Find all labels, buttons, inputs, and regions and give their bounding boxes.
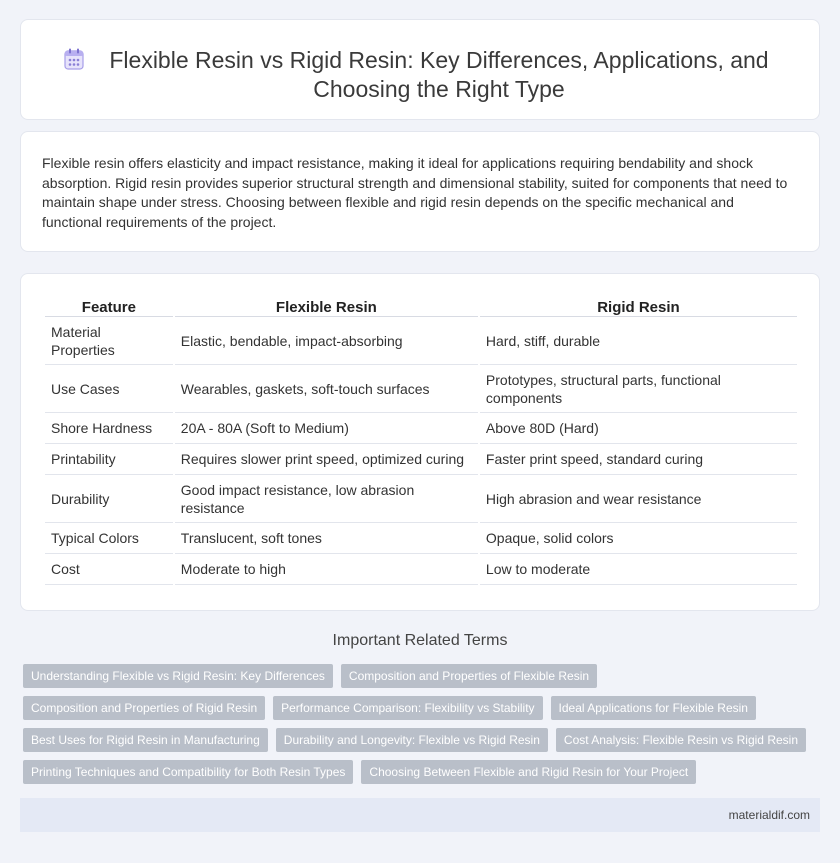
comparison-table-card (20, 273, 820, 611)
related-term-tag[interactable]: Best Uses for Rigid Resin in Manufacturing (23, 728, 268, 752)
table-row (45, 444, 797, 475)
related-terms-title: Important Related Terms (332, 632, 508, 649)
feature-cell: Durability (45, 475, 173, 523)
related-term-tag[interactable]: Cost Analysis: Flexible Resin vs Rigid Resin (556, 728, 806, 752)
related-terms-list (23, 664, 803, 792)
table-row (45, 317, 797, 365)
table-row (45, 365, 797, 413)
flexible-cell: Requires slower print speed, optimized curing (175, 444, 478, 475)
feature-cell: Use Cases (45, 365, 173, 413)
rigid-cell: Low to moderate (480, 554, 797, 585)
feature-cell: Material Properties (45, 317, 173, 365)
table-header-row (45, 296, 797, 317)
comparison-table (43, 296, 799, 585)
footer-site-link[interactable]: materialdif.com (728, 808, 810, 822)
related-term-tag[interactable]: Composition and Properties of Flexible Resin (341, 664, 597, 688)
table-row (45, 523, 797, 554)
intro-card (20, 131, 820, 252)
feature-cell: Printability (45, 444, 173, 475)
flexible-cell: Translucent, soft tones (175, 523, 478, 554)
title-card (20, 19, 820, 120)
page-title: Flexible Resin vs Rigid Resin: Key Differences, Applications, and Choosing the Right Type (109, 47, 769, 102)
table-row (45, 554, 797, 585)
rigid-cell: Above 80D (Hard) (480, 413, 797, 444)
header-feature: Feature (45, 296, 173, 317)
rigid-cell: Faster print speed, standard curing (480, 444, 797, 475)
related-term-tag[interactable]: Performance Comparison: Flexibility vs Stability (273, 696, 542, 720)
flexible-cell: Good impact resistance, low abrasion resistance (175, 475, 478, 523)
flexible-cell: Moderate to high (175, 554, 478, 585)
rigid-cell: Prototypes, structural parts, functional components (480, 365, 797, 413)
footer-bar (20, 798, 820, 832)
related-term-tag[interactable]: Choosing Between Flexible and Rigid Resin for Your Project (361, 760, 696, 784)
intro-paragraph: Flexible resin offers elasticity and impact resistance, making it ideal for applications requiring bendability and shock absorption. Rigid resin provides superior structural strength and dimensional stability, suited for components that need to maintain shape under stress. Choosing between flexible and rigid resin depends on the specific mechanical and functional requirements of the project. (42, 155, 788, 230)
feature-cell: Shore Hardness (45, 413, 173, 444)
flexible-cell: Elastic, bendable, impact-absorbing (175, 317, 478, 365)
feature-cell: Cost (45, 554, 173, 585)
rigid-cell: Opaque, solid colors (480, 523, 797, 554)
header-flexible-resin: Flexible Resin (175, 296, 478, 317)
related-term-tag[interactable]: Composition and Properties of Rigid Resin (23, 696, 265, 720)
related-term-tag[interactable]: Ideal Applications for Flexible Resin (551, 696, 756, 720)
related-term-tag[interactable]: Durability and Longevity: Flexible vs Rigid Resin (276, 728, 548, 752)
table-row (45, 475, 797, 523)
related-term-tag[interactable]: Understanding Flexible vs Rigid Resin: Key Differences (23, 664, 333, 688)
flexible-cell: 20A - 80A (Soft to Medium) (175, 413, 478, 444)
table-row (45, 413, 797, 444)
related-term-tag[interactable]: Printing Techniques and Compatibility for Both Resin Types (23, 760, 353, 784)
header-rigid-resin: Rigid Resin (480, 296, 797, 317)
rigid-cell: Hard, stiff, durable (480, 317, 797, 365)
feature-cell: Typical Colors (45, 523, 173, 554)
flexible-cell: Wearables, gaskets, soft-touch surfaces (175, 365, 478, 413)
rigid-cell: High abrasion and wear resistance (480, 475, 797, 523)
